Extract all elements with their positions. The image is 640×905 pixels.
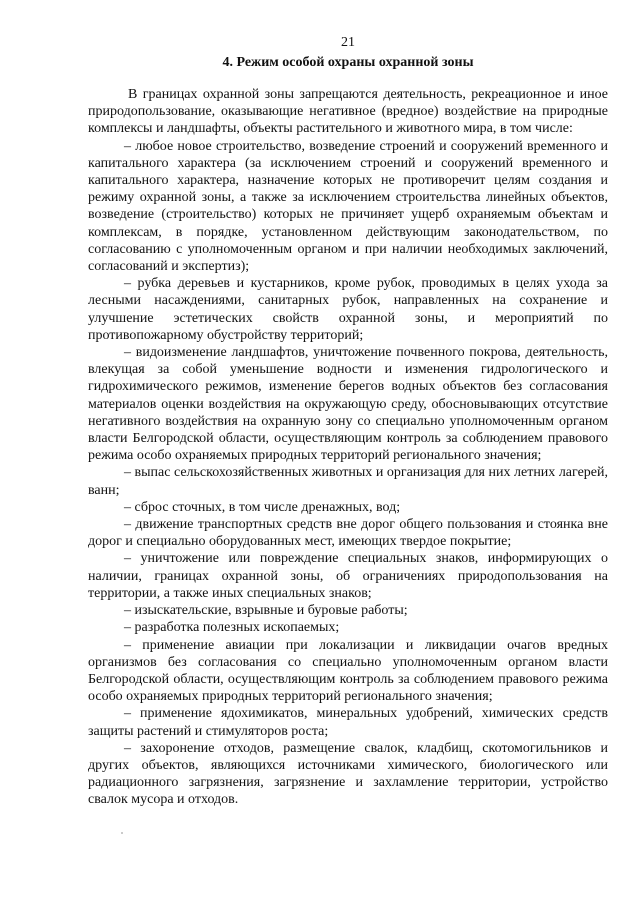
body-text [88, 86, 608, 809]
list-item: – любое новое строительство, возведение строений и сооружений временного и капитального характера (за исключением строений и сооружений временного и капитального характера, назначение которых не противоречит целям создания и режиму охранной зоны, а также за исключением строительства линейных объектов, возведение (строительство) которых не причиняет ущерб охраняемым объектам и комплексам, в порядке, установленном действующим законодательством, по согласованию с уполномоченным органом и при наличии необходимых заключений, согласований и экспертиз); [88, 138, 608, 275]
page-number: 21 [341, 35, 355, 50]
list-item: – сброс сточных, в том числе дренажных, вод; [124, 499, 401, 515]
list-item: – видоизменение ландшафтов, уничтожение почвенного покрова, деятельность, влекущая за собой уменьшение водности и изменения гидрологического и гидрохимического режимов, изменение берегов водных объектов без согласования материалов оценки воздействия на окружающую среду, обосновывающих отсутствие негативного воздействия на охранную зону со специально уполномоченным органом власти Белгородской области, осуществляющим контроль за соблюдением правового режима особо охраняемых природных территорий регионального значения; [88, 345, 608, 464]
section-title: 4. Режим особой охраны охранной зоны [222, 55, 474, 70]
intro-paragraph: В границах охранной зоны запрещаются деятельность, рекреационное и иное природопользование, оказывающие негативное (вредное) воздействие на природные комплексы и ландшафты, объекты растительного и животного мира, в том числе: [88, 87, 608, 137]
list-item: – выпас сельскохозяйственных животных и организация для них летних лагерей, ванн; [88, 465, 608, 498]
list-item: – рубка деревьев и кустарников, кроме рубок, проводимых в целях ухода за лесными насаждениями, санитарных рубок, направленных на сохранение и улучшение эстетических свойств охранной зоны, и мероприятий по противопожарному обустройству территорий; [88, 276, 608, 343]
scan-speck [121, 832, 123, 834]
list-item: – захоронение отходов, размещение свалок, кладбищ, скотомогильников и других объектов, являющихся источниками химического, биологического или радиационного загрязнения, загрязнение и захламление территории, устройство свалок мусора и отходов. [88, 740, 608, 808]
list-item: – движение транспортных средств вне дорог общего пользования и стоянка вне дорог и специально оборудованных мест, имеющих твердое покрытие; [88, 517, 608, 550]
list-item: – применение ядохимикатов, минеральных удобрений, химических средств защиты растений и стимуляторов роста; [88, 706, 608, 739]
list-item: – изыскательские, взрывные и буровые работы; [124, 603, 408, 619]
list-item: – применение авиации при локализации и ликвидации очагов вредных организмов без согласования со специально уполномоченным органом власти Белгородской области, осуществляющим контроль за соблюдением правового режима особо охраняемых природных территорий регионального значения; [88, 637, 608, 705]
list-item: – разработка полезных ископаемых; [124, 620, 340, 636]
list-item: – уничтожение или повреждение специальных знаков, информирующих о наличии, границах охранной зоны, об ограничениях природопользования на территории, а также иных специальных знаков; [88, 551, 608, 601]
